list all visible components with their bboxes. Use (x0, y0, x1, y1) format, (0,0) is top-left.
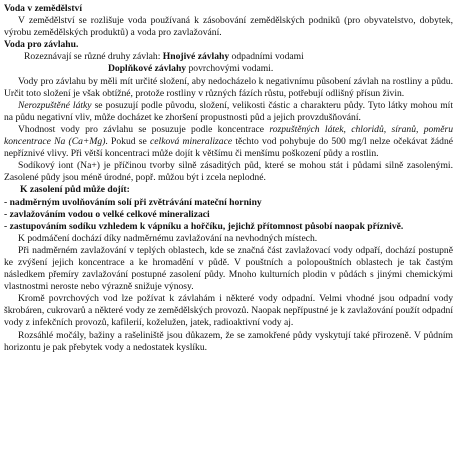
conc-term-2: celková mineralizace (150, 136, 233, 148)
conc-text-b: . Pokud se (105, 136, 151, 148)
list-item: - nadměrným uvolňováním solí při zvětrávání mateční horniny (4, 196, 262, 208)
type1-desc: odpadními vodami (229, 51, 304, 63)
sodium-paragraph: Sodíkový iont (Na+) je příčinou tvorby silně zásaditých půd, které se mohou stát i půdami silně zasolenými. Zasolené půdy jsou méně úrodné, popř. můžou být i zcela neplodné. (4, 160, 453, 184)
wetlands-paragraph: Rozsáhlé močály, bažiny a rašeliniště jsou důkazem, že se zamokřené půdy vyskytují také přirozeně. V půdním horizontu je pak přebytek vody a nedostatek kyslíku. (4, 329, 453, 353)
conc-term-1: rozpuštěných látek, chloridů, síranů, poměru koncentrace Na (Ca+Mg) (4, 123, 454, 148)
salinization-list (4, 197, 453, 233)
salinization-heading: K zasolení půd může dojít: (20, 184, 130, 196)
irrigation-type-row-2 (4, 63, 453, 75)
conc-text-c: těchto vod pohybuje do 500 mg/l nelze očekávat žádné nepříznivé vlivy. Při větší koncentraci může dojít k většímu či menšímu poškození půdy a rostlin. (4, 136, 454, 160)
solids-text: se posuzují podle původu, složení, velikosti částic a charakteru půdy. Tyto látky mohou mít na půdu negativní vliv, může docházet ke zhoršení propustnosti půd a jejich provzdušňování. (4, 99, 453, 123)
list-item: - zastupováním sodíku vzhledem k vápníku a hořčíku, jejichž přítomnost působí naopak příznivě. (4, 220, 404, 232)
intro-paragraph: V zemědělství se rozlišuje voda používaná k zásobování zemědělských podniků (pro obyvatelstvo, dobytek, výrobu zemědělských produktů) a voda pro zavlažování. (4, 15, 453, 39)
list-item: - zavlažováním vodou o velké celkové mineralizaci (4, 208, 210, 220)
solids-term: Nerozpuštěné látky (18, 99, 92, 111)
section-title: Voda v zemědělství (4, 3, 82, 14)
types-lead: Rozeznávají se různé druhy závlah: (24, 51, 163, 63)
conc-text-a: Vhodnost vody pro závlahu se posuzuje podle koncentrace (18, 123, 270, 135)
quality-paragraph: Vody pro závlahu by měli mít určité složení, aby nedocházelo k negativnímu působení závlah na rostliny a půdu. Určit toto složení je však obtížné, protože rostliny v různých fázích růstu, potřebují odlišný přísun živin. (4, 75, 453, 99)
waterlogging-paragraph: K podmáčení dochází díky nadměrnému zavlažování na nevhodných místech. (18, 232, 318, 244)
irrigation-types (4, 51, 453, 75)
type2-name: Doplňkové závlahy (108, 63, 187, 75)
concentration-paragraph (4, 124, 453, 160)
irrigation-heading: Voda pro závlahu. (4, 39, 79, 51)
type2-desc: povrchovými vodami. (186, 63, 274, 75)
solids-paragraph (4, 100, 453, 124)
warm-regions-paragraph: Při nadměrném zavlažování v teplých oblastech, kde se značná část zavlažovací vody odpaří, dochází postupně ke zvýšení jejich koncentrace a ke hromadění v půdě. V pouštních a polopouštních oblastech je tak častým následkem přemíry zavlažování postupné zasolení půdy. Mnoho kulturních plodin v půdách s jinými chemickými vlastnostmi neroste nebo výrazně snižuje výnosy. (4, 244, 453, 293)
wastewater-paragraph: Kromě povrchových vod lze požívat k závlahám i některé vody odpadní. Velmi vhodné jsou odpadní vody škrobáren, cukrovarů a některé vody ze zemědělských provozů. Naopak nepřípustné je k zavlažování použít odpadní vody z infekčních provozů, kafilerií, koželužen, jatek, radioaktivní vody aj. (4, 293, 453, 329)
irrigation-type-row-1 (4, 51, 453, 63)
type1-name: Hnojivé závlahy (162, 51, 230, 63)
